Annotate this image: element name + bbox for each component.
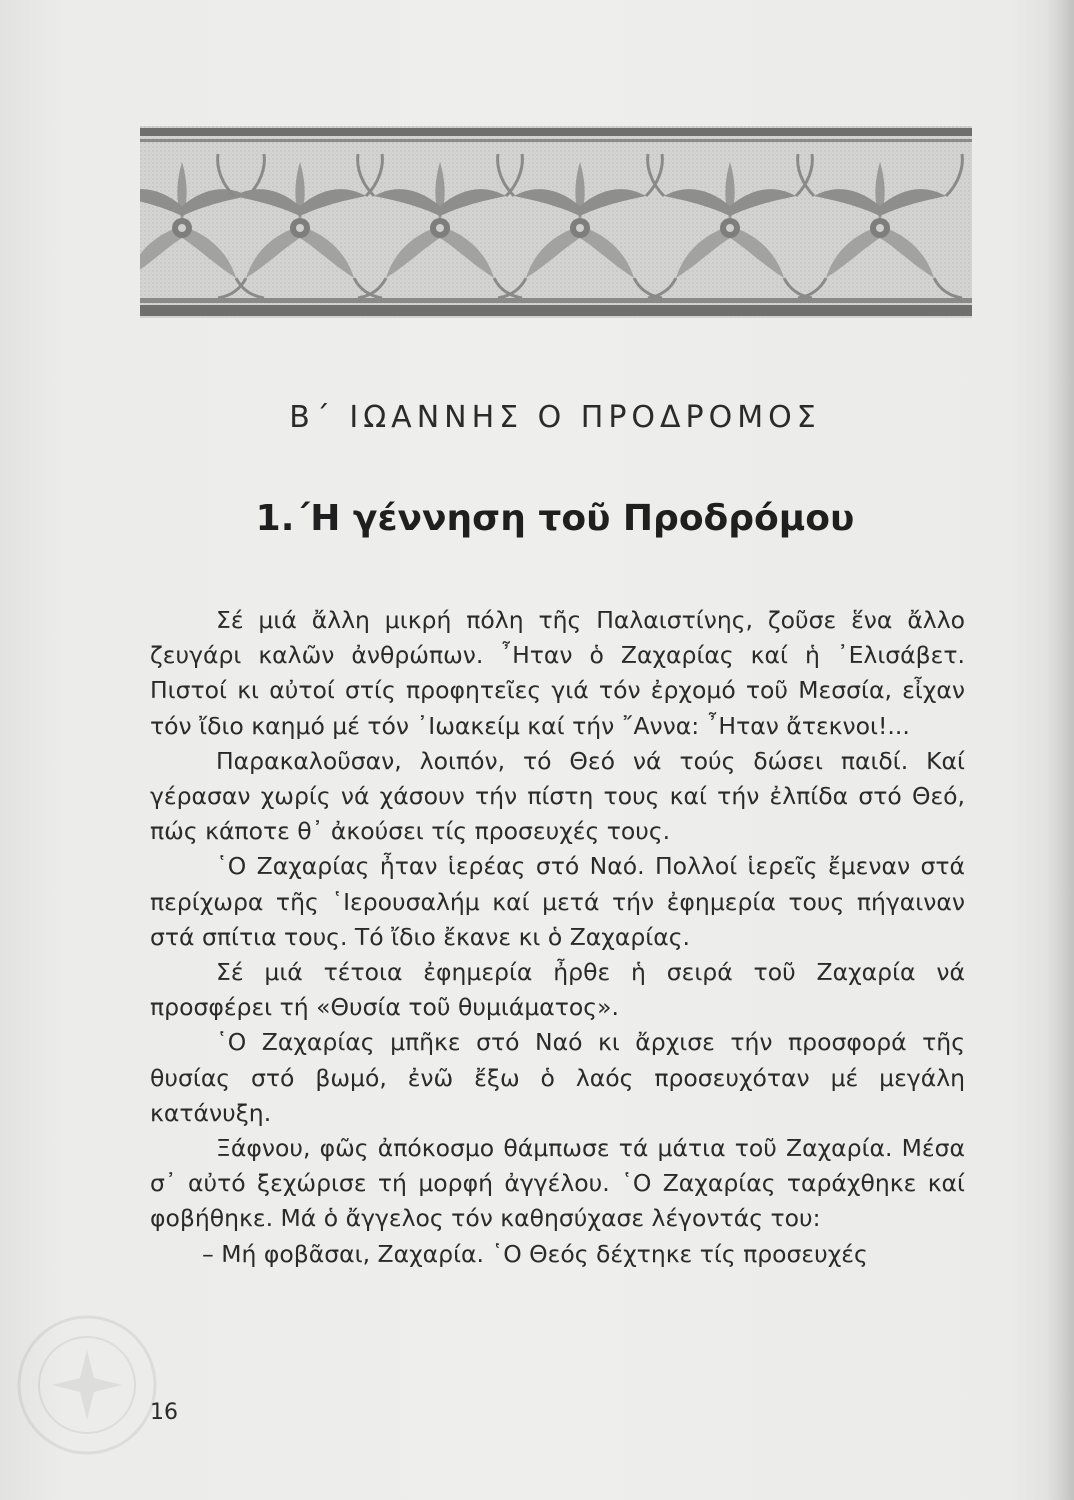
paragraph: Παρακαλοῦσαν, λοιπόν, τό Θεό νά τούς δώσει παιδί. Καί γέρασαν χωρίς νά χάσουν τήν πίστη τους καί τήν ἐλπίδα στό Θεό, πώς κάποτε θ᾿ ἀκούσει τίς προσευχές τους.: [150, 746, 965, 846]
page-number: 16: [150, 1400, 178, 1425]
chapter-title: 1.΄Η γέννηση τοῦ Προδρόμου: [255, 498, 855, 539]
section-heading: Β΄ ΙΩΑΝΝΗΣ Ο ΠΡΟΔΡΟΜΟΣ: [289, 400, 821, 435]
paragraph: ῾Ο Ζαχαρίας μπῆκε στό Ναό κι ἄρχισε τήν προσφορά τῆς θυσίας στό βωμό, ἐνῶ ἔξω ὁ λαός προσευχόταν μέ μεγάλη κατάνυξη.: [150, 1028, 965, 1127]
paragraph: Σέ μιά ἄλλη μικρή πόλη τῆς Παλαιστίνης, ζοῦσε ἕνα ἄλλο ζευγάρι καλῶν ἀνθρώπων. ῏Ηταν ὁ Ζαχαρίας καί ἡ ᾿Ελισάβετ. Πιστοί κι αὐτοί στίς προφητεῖες γιά τόν ἐρχομό τοῦ Μεσσία, εἶχαν τόν ἴδιο καημό μέ τόν ᾿Ιωακείμ καί τήν ῎Αννα: ῏Ηταν ἄτεκνοι!...: [150, 606, 965, 740]
paragraph: Ξάφνου, φῶς ἀπόκοσμο θάμπωσε τά μάτια τοῦ Ζαχαρία. Μέσα σ᾿ αὐτό ξεχώρισε τή μορφή ἀγγέλου. ῾Ο Ζαχαρίας ταράχθηκε καί φοβήθηκε. Μά ὁ ἄγγελος τόν καθησύχασε λέγοντάς του:: [150, 1134, 965, 1233]
paragraph: Σέ μιά τέτοια ἐφημερία ἦρθε ἡ σειρά τοῦ Ζαχαρία νά προσφέρει τή «Θυσία τοῦ θυμιάματος».: [150, 958, 965, 1022]
page-edge-shadow: [1046, 0, 1074, 1500]
dialogue-line: – Μή φοβᾶσαι, Ζαχαρία. ῾Ο Θεός δέχτηκε τίς προσευχές: [202, 1239, 868, 1268]
faint-library-stamp: [12, 1310, 162, 1460]
body-text: [150, 603, 965, 1272]
ornamental-floral-band: [140, 126, 972, 318]
paragraph: ῾Ο Ζαχαρίας ἦταν ἱερέας στό Ναό. Πολλοί ἱερεῖς ἔμεναν στά περίχωρα τῆς ῾Ιερουσαλήμ καί μετά τήν ἐφημερία τους πήγαιναν στά σπίτια τους. Τό ἴδιο ἔκανε κι ὁ Ζαχαρίας.: [150, 852, 965, 951]
